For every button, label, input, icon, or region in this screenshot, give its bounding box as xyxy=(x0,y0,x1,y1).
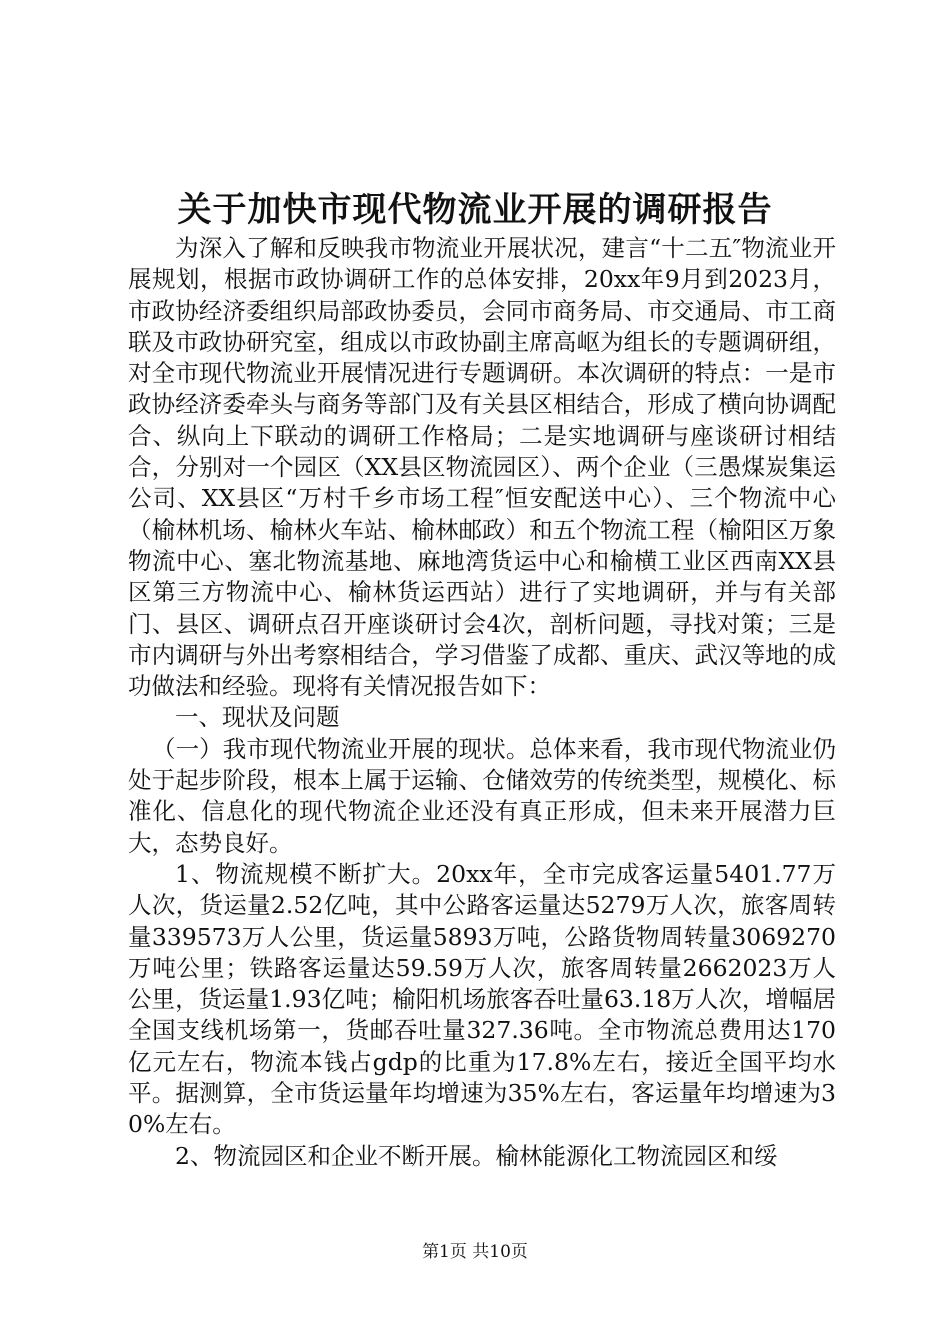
page-number: 第1页 共10页 xyxy=(422,1242,528,1262)
paragraph-intro: 为深入了解和反映我市物流业开展状况，建言“十二五″物流业开展规划，根据市政协调研工作的总体安排，20xx年9月到2023月，市政协经济委组织局部政协委员，会同市商务局、市交通局、市工商联及市政协研究室，组成以市政协副主席高岖为组长的专题调研组，对全市现代物流业开展情况进行专题调研。本次调研的特点：一是市政协经济委牵头与商务等部门及有关县区相结合，形成了横向协调配合、纵向上下联动的调研工作格局；二是实地调研与座谈研讨相结合，分别对一个园区（XX县区物流园区）、两个企业（三愚煤炭集运公司、XX县区“万村千乡市场工程″恒安配送中心）、三个物流中心（榆林机场、榆林火车站、榆林邮政）和五个物流工程（榆阳区万象物流中心、塞北物流基地、麻地湾货运中心和榆横工业区西南XX县区第三方物流中心、榆林货运西站）进行了实地调研，并与有关部门、县区、调研点召开座谈研讨会4次，剖析问题，寻找对策；三是市内调研与外出考察相结合，学习借鉴了成都、重庆、武汉等地的成功做法和经验。现将有关情况报告如下： xyxy=(128,234,836,701)
paragraph-status: （一）我市现代物流业开展的现状。总体来看，我市现代物流业仍处于起步阶段，根本上属于运输、仓储效劳的传统类型，规模化、标准化、信息化的现代物流企业还没有真正形成，但未来开展潜力巨大，态势良好。 xyxy=(128,734,836,857)
document-body xyxy=(128,233,836,1172)
paragraph-scale: 1、物流规模不断扩大。20xx年，全市完成客运量5401.77万人次，货运量2.52亿吨，其中公路客运量达5279万人次，旅客周转量339573万人公里，货运量5893万吨，公路货物周转量3069270万吨公里；铁路客运量达59.59万人次，旅客周转量2662023万人公里，货运量1.93亿吨；榆阳机场旅客吞吐量63.18万人次，增幅居全国支线机场第一，货邮吞吐量327.36吨。全市物流总费用达170亿元左右，物流本钱占gdp的比重为17.8%左右，接近全国平均水平。据测算，全市货运量年均增速为35%左右，客运量年均增速为30%左右。 xyxy=(128,859,836,1139)
document-title: 关于加快市现代物流业开展的调研报告 xyxy=(177,190,773,230)
section-heading: 一、现状及问题 xyxy=(175,703,340,732)
paragraph-parks: 2、物流园区和企业不断开展。榆林能源化工物流园区和绥 xyxy=(175,1141,778,1170)
